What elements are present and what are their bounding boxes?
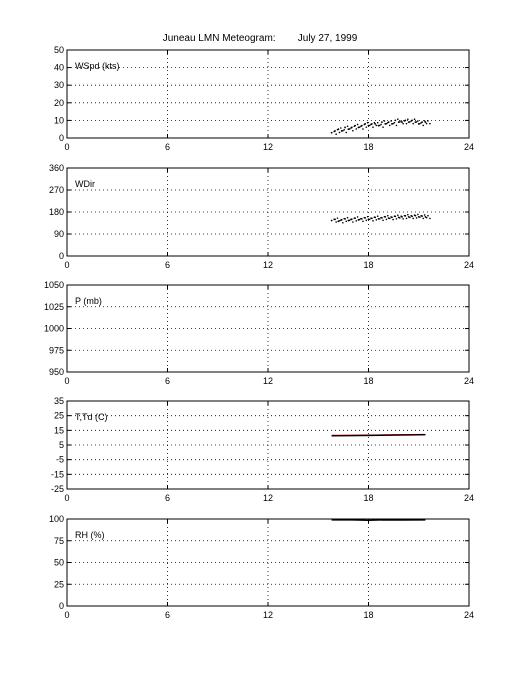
data-point	[407, 118, 409, 120]
x-tick-label: 6	[165, 376, 170, 386]
panel-4	[51, 396, 474, 503]
data-point	[343, 129, 345, 131]
data-point	[408, 121, 410, 123]
data-point	[418, 123, 420, 125]
x-tick-label: 6	[165, 142, 170, 152]
data-point	[378, 218, 380, 220]
y-tick-label: 90	[54, 229, 64, 239]
data-point	[391, 216, 393, 218]
data-point	[411, 120, 413, 122]
data-point	[381, 121, 383, 123]
data-point	[374, 216, 376, 218]
x-tick-label: 0	[64, 260, 69, 270]
y-tick-label: 50	[54, 45, 64, 55]
data-point	[407, 214, 409, 216]
data-point	[426, 123, 428, 125]
x-tick-label: 0	[64, 376, 69, 386]
y-tick-label: 20	[54, 98, 64, 108]
data-point	[384, 216, 386, 218]
data-point	[352, 221, 354, 223]
data-point	[422, 125, 424, 127]
data-point	[415, 215, 417, 217]
data-point	[337, 220, 339, 222]
y-tick-label: 25	[54, 411, 64, 421]
data-point	[335, 133, 337, 135]
data-point	[358, 219, 360, 221]
data-point	[411, 216, 413, 218]
y-tick-label: 30	[54, 80, 64, 90]
y-tick-label: 75	[54, 536, 64, 546]
data-point	[367, 216, 369, 218]
data-point	[355, 220, 357, 222]
panel-label: WDir	[75, 179, 95, 189]
x-tick-label: 24	[464, 260, 474, 270]
data-point	[374, 123, 376, 125]
data-point	[342, 222, 344, 224]
data-point	[355, 128, 357, 130]
data-point	[404, 120, 406, 122]
x-tick-label: 6	[165, 493, 170, 503]
data-point	[372, 220, 374, 222]
data-point	[334, 218, 336, 220]
panel-3	[44, 280, 474, 386]
x-tick-label: 6	[165, 610, 170, 620]
data-point	[415, 121, 417, 123]
data-point	[401, 121, 403, 123]
data-point	[421, 215, 423, 217]
panel-label: P (mb)	[75, 296, 102, 306]
data-point	[368, 218, 370, 220]
data-point	[376, 125, 378, 127]
data-point	[398, 216, 400, 218]
data-point	[398, 121, 400, 123]
data-point	[417, 214, 419, 216]
y-tick-label: 15	[54, 425, 64, 435]
x-tick-label: 18	[363, 376, 373, 386]
data-point	[416, 217, 418, 219]
data-point	[382, 126, 384, 128]
data-point	[341, 130, 343, 132]
y-tick-label: 975	[49, 345, 64, 355]
data-point	[391, 123, 393, 125]
panel-label: RH (%)	[75, 530, 105, 540]
x-tick-label: 12	[263, 260, 273, 270]
data-point	[366, 220, 368, 222]
y-tick-label: -5	[56, 455, 64, 465]
y-tick-label: 0	[59, 601, 64, 611]
data-point	[339, 132, 341, 134]
data-point	[406, 218, 408, 220]
data-point	[386, 219, 388, 221]
data-point	[381, 217, 383, 219]
data-point	[412, 218, 414, 220]
data-point	[377, 215, 379, 217]
data-point	[406, 123, 408, 125]
x-tick-label: 0	[64, 142, 69, 152]
data-point	[358, 127, 360, 129]
data-point	[362, 221, 364, 223]
x-tick-label: 24	[464, 493, 474, 503]
y-tick-label: -25	[51, 484, 64, 494]
data-point	[347, 125, 349, 127]
data-point	[380, 124, 382, 126]
data-point	[429, 123, 431, 125]
data-point	[394, 120, 396, 122]
data-point	[384, 123, 386, 125]
data-point	[341, 219, 343, 221]
data-point	[357, 216, 359, 218]
y-tick-label: 0	[59, 251, 64, 261]
data-point	[382, 220, 384, 222]
data-point	[331, 220, 333, 222]
data-point	[334, 130, 336, 132]
y-tick-label: 0	[59, 133, 64, 143]
data-point	[396, 125, 398, 127]
data-point	[354, 125, 356, 127]
data-point	[390, 120, 392, 122]
y-tick-label: -15	[51, 469, 64, 479]
data-point	[340, 127, 342, 129]
data-point	[402, 218, 404, 220]
data-point	[414, 118, 416, 120]
data-point	[418, 216, 420, 218]
data-point	[364, 217, 366, 219]
data-point	[345, 221, 347, 223]
y-tick-label: 35	[54, 396, 64, 406]
data-point	[371, 123, 373, 125]
data-point	[388, 121, 390, 123]
data-point	[348, 128, 350, 130]
data-point	[397, 214, 399, 216]
data-point	[376, 219, 378, 221]
y-tick-label: 1050	[44, 280, 64, 290]
x-tick-label: 24	[464, 610, 474, 620]
data-point	[347, 217, 349, 219]
data-point	[337, 217, 339, 219]
data-point	[351, 127, 353, 129]
data-point	[425, 121, 427, 123]
data-point	[425, 216, 427, 218]
data-point	[362, 128, 364, 130]
y-tick-label: 1025	[44, 302, 64, 312]
x-tick-label: 0	[64, 610, 69, 620]
x-tick-label: 12	[263, 610, 273, 620]
data-point	[421, 121, 423, 123]
data-point	[388, 217, 390, 219]
data-point	[351, 218, 353, 220]
x-tick-label: 18	[363, 142, 373, 152]
data-point	[396, 218, 398, 220]
data-point	[377, 122, 379, 124]
data-point	[378, 125, 380, 127]
data-point	[337, 128, 339, 130]
y-tick-label: 50	[54, 558, 64, 568]
data-point	[368, 125, 370, 127]
data-point	[408, 216, 410, 218]
y-tick-label: 270	[49, 185, 64, 195]
x-tick-label: 12	[263, 376, 273, 386]
data-point	[361, 125, 363, 127]
data-point	[357, 124, 359, 126]
data-point	[404, 215, 406, 217]
data-point	[352, 130, 354, 132]
y-tick-label: 10	[54, 115, 64, 125]
data-point	[361, 218, 363, 220]
data-point	[384, 120, 386, 122]
y-tick-label: 5	[59, 440, 64, 450]
x-tick-label: 12	[263, 142, 273, 152]
y-tick-label: 100	[49, 514, 64, 524]
data-point	[402, 123, 404, 125]
data-point	[427, 215, 429, 217]
data-point	[367, 122, 369, 124]
y-tick-label: 1000	[44, 324, 64, 334]
data-point	[366, 126, 368, 128]
data-point	[392, 219, 394, 221]
data-point	[345, 132, 347, 134]
y-tick-label: 360	[49, 163, 64, 173]
data-point	[335, 221, 337, 223]
panel-label: T,Td (C)	[75, 412, 108, 422]
data-point	[412, 123, 414, 125]
data-point	[394, 216, 396, 218]
panel-label: WSpd (kts)	[75, 61, 120, 71]
y-tick-label: 40	[54, 63, 64, 73]
data-point	[427, 120, 429, 122]
y-tick-label: 180	[49, 207, 64, 217]
panel-2	[49, 163, 474, 270]
data-point	[354, 217, 356, 219]
y-tick-label: 25	[54, 579, 64, 589]
x-tick-label: 18	[363, 610, 373, 620]
x-tick-label: 18	[363, 493, 373, 503]
data-point	[417, 120, 419, 122]
x-tick-label: 6	[165, 260, 170, 270]
data-point	[389, 125, 391, 127]
data-point	[348, 220, 350, 222]
data-point	[397, 118, 399, 120]
figure-title: Juneau LMN Meteogram: July 27, 1999	[0, 33, 520, 44]
data-point	[371, 217, 373, 219]
data-point	[401, 216, 403, 218]
data-point	[387, 215, 389, 217]
data-point	[344, 218, 346, 220]
x-tick-label: 24	[464, 142, 474, 152]
panel-1	[54, 45, 474, 152]
data-point	[372, 126, 374, 128]
x-tick-label: 18	[363, 260, 373, 270]
data-point	[424, 214, 426, 216]
data-point	[364, 123, 366, 125]
data-point	[331, 132, 333, 134]
x-tick-label: 24	[464, 376, 474, 386]
x-tick-label: 12	[263, 493, 273, 503]
data-point	[394, 122, 396, 124]
data-point	[422, 218, 424, 220]
y-tick-label: 950	[49, 367, 64, 377]
data-point	[344, 127, 346, 129]
panel-5	[49, 514, 474, 620]
data-point	[429, 218, 431, 220]
x-tick-label: 0	[64, 493, 69, 503]
